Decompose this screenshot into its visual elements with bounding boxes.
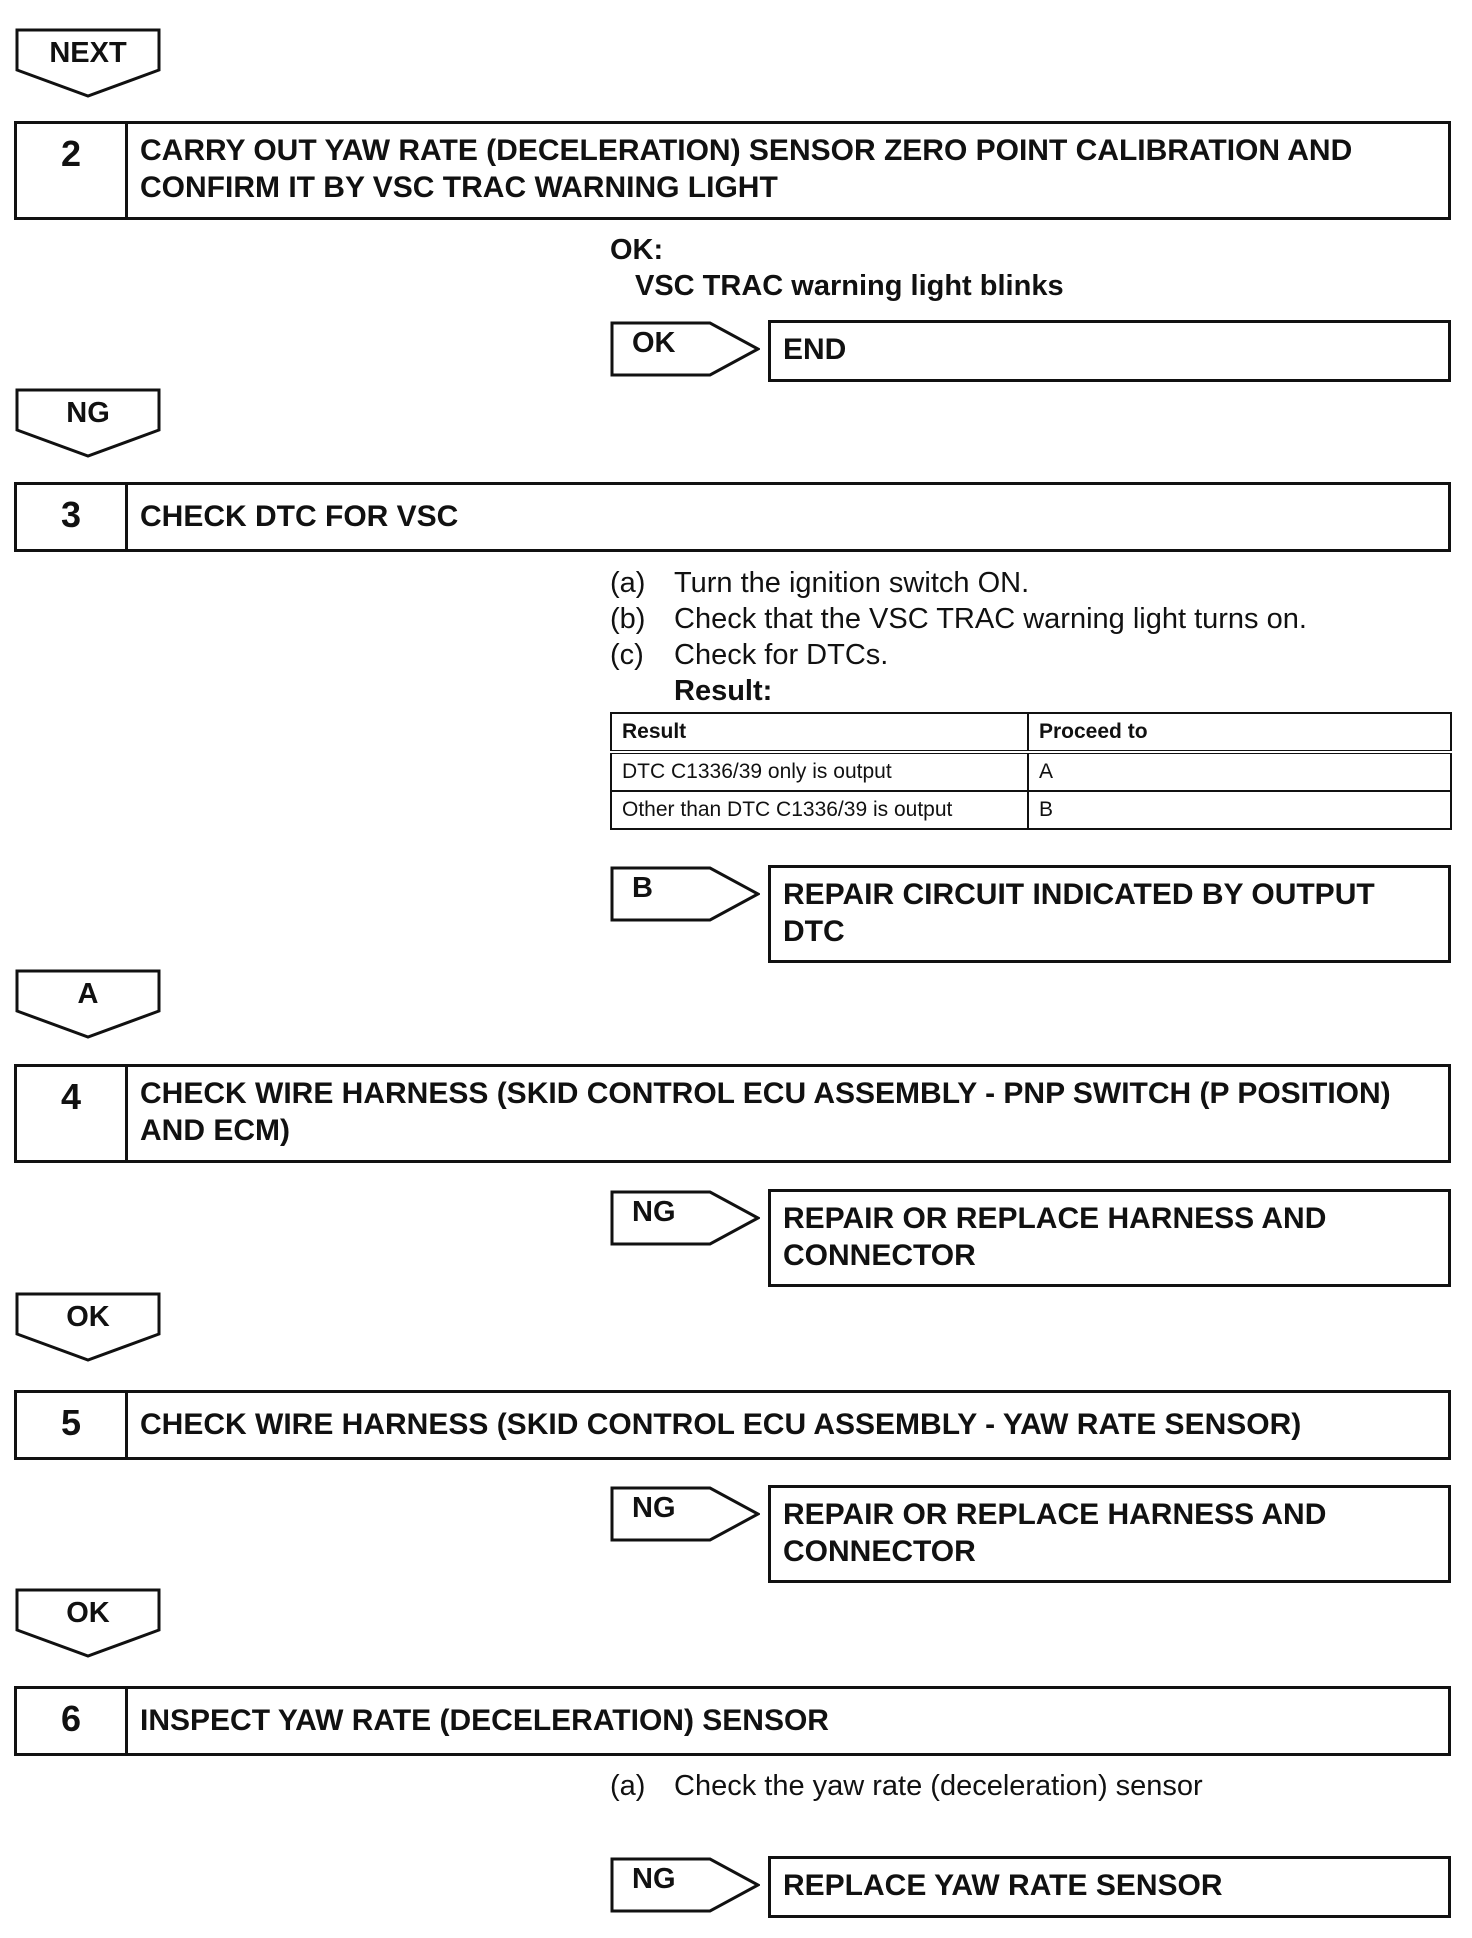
step-title: INSPECT YAW RATE (DECELERATION) SENSOR	[140, 1704, 829, 1737]
branch-tag-label: B	[632, 872, 653, 904]
step-title: CHECK WIRE HARNESS (SKID CONTROL ECU ASSEMBLY - YAW RATE SENSOR)	[140, 1408, 1302, 1441]
procedure-list	[610, 1768, 1450, 1804]
step-title: CHECK DTC FOR VSC	[140, 500, 459, 533]
table-cell: Other than DTC C1336/39 is output	[611, 791, 1028, 829]
step-number: 5	[17, 1393, 128, 1457]
table-header-cell: Result	[611, 713, 1028, 752]
procedure-item: (c) Check for DTCs.	[610, 639, 889, 671]
table-cell: B	[1028, 791, 1451, 829]
step-number: 4	[17, 1067, 128, 1160]
branch-tag-ng	[610, 1190, 760, 1246]
ok-criteria-spec: VSC TRAC warning light blinks	[635, 270, 1064, 302]
flow-tag-label: NG	[66, 397, 110, 429]
table-header-row	[611, 713, 1451, 752]
flow-tag-label: A	[77, 978, 99, 1010]
procedure-item: (a) Check the yaw rate (deceleration) sensor	[610, 1770, 1203, 1802]
branch-tag-label: NG	[632, 1492, 676, 1524]
step-5-header	[14, 1390, 1451, 1460]
step-3-header	[14, 482, 1451, 552]
table-cell: A	[1028, 752, 1451, 791]
step-2-header	[14, 121, 1451, 220]
flow-tag-ok	[15, 1292, 161, 1362]
procedure-item: (b) Check that the VSC TRAC warning light turns on.	[610, 603, 1307, 635]
flow-tag-ng	[15, 388, 161, 458]
step-number: 3	[17, 485, 128, 549]
table-row	[611, 752, 1451, 791]
branch-result-end: END	[768, 320, 1451, 382]
flow-tag-label: NEXT	[49, 37, 127, 69]
step-title: CHECK WIRE HARNESS (SKID CONTROL ECU ASSEMBLY - PNP SWITCH (P POSITION) AND ECM)	[140, 1077, 1391, 1147]
branch-result-repair-circuit: REPAIR CIRCUIT INDICATED BY OUTPUT DTC	[768, 865, 1451, 963]
flow-tag-next	[15, 28, 161, 98]
branch-tag-ng	[610, 1486, 760, 1542]
step-number: 2	[17, 124, 128, 217]
branch-tag-ok	[610, 321, 760, 377]
flow-tag-label: OK	[66, 1597, 110, 1629]
branch-tag-label: OK	[632, 327, 676, 359]
result-table	[610, 712, 1452, 830]
branch-tag-label: NG	[632, 1863, 676, 1895]
branch-tag-ng	[610, 1857, 760, 1913]
step-4-header	[14, 1064, 1451, 1163]
flow-tag-ok	[15, 1588, 161, 1658]
procedure-list	[610, 565, 1450, 709]
step-title: CARRY OUT YAW RATE (DECELERATION) SENSOR ZERO POINT CALIBRATION AND CONFIRM IT BY VSC TRAC WARNING LIGHT	[140, 134, 1353, 204]
flow-tag-a	[15, 969, 161, 1039]
branch-result-repair-harness: REPAIR OR REPLACE HARNESS AND CONNECTOR	[768, 1189, 1451, 1287]
branch-result-replace-sensor: REPLACE YAW RATE SENSOR	[768, 1856, 1451, 1918]
result-label: Result:	[674, 675, 773, 707]
step-6-header	[14, 1686, 1451, 1756]
step-number: 6	[17, 1689, 128, 1753]
table-header-cell: Proceed to	[1028, 713, 1451, 752]
branch-tag-label: NG	[632, 1196, 676, 1228]
flow-tag-label: OK	[66, 1301, 110, 1333]
table-row	[611, 791, 1451, 829]
ok-criteria-label: OK:	[610, 234, 664, 266]
branch-tag-b	[610, 866, 760, 922]
table-cell: DTC C1336/39 only is output	[611, 752, 1028, 791]
branch-result-repair-harness: REPAIR OR REPLACE HARNESS AND CONNECTOR	[768, 1485, 1451, 1583]
procedure-item: (a) Turn the ignition switch ON.	[610, 567, 1030, 599]
